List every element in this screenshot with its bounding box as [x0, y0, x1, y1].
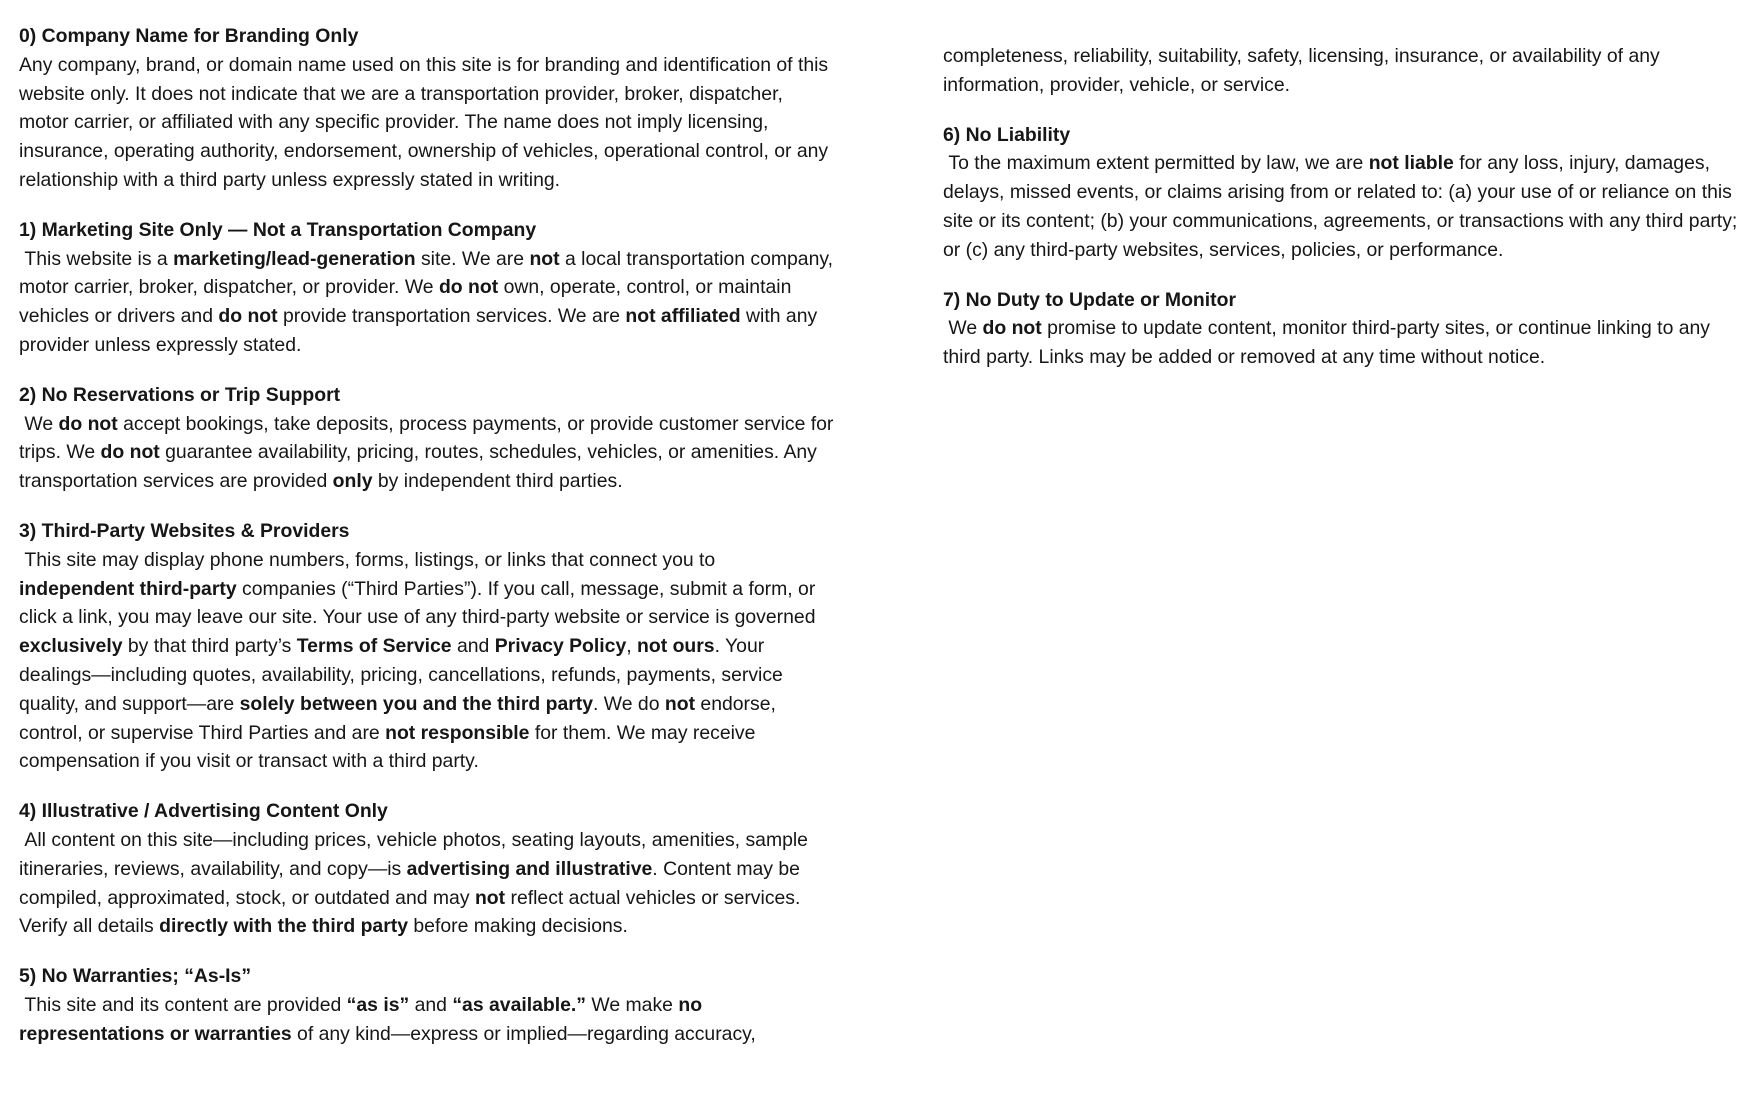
- section-heading: 2) No Reservations or Trip Support: [19, 383, 341, 406]
- section-heading: 7) No Duty to Update or Monitor: [943, 288, 1236, 311]
- section-illustrative-content: [19, 797, 835, 941]
- section-body: To the maximum extent permitted by law, we are not liable for any loss, injury, damages, delays, missed events, or claims arising from or related to: (a) your use of or reliance on this site or its content; (b) your communications, agreements, or transactions with any third party; or (c) any third-party websites, services, policies, or performance.: [943, 152, 1743, 261]
- section-body: All content on this site—including prices, vehicle photos, seating layouts, amenities, sample itineraries, reviews, availability, and copy—is advertising and illustrative. Content may be compiled, approximated, stock, or outdated and may not reflect actual vehicles or services. Verify all details directly with the third party before making decisions.: [19, 828, 814, 938]
- section-third-party-websites: [19, 517, 835, 776]
- section-body: This site and its content are provided “as is” and “as available.” We make no representations or warranties of any kind—express or implied—regarding accuracy,: [19, 993, 756, 1045]
- left-column: [19, 22, 839, 1070]
- section-heading: 3) Third-Party Websites & Providers: [19, 519, 350, 542]
- section-heading: 4) Illustrative / Advertising Content Only: [19, 800, 388, 823]
- section-heading: 1) Marketing Site Only — Not a Transportation Company: [19, 218, 537, 241]
- section-body: We do not accept bookings, take deposits, process payments, or provide customer service for trips. We do not guarantee availability, pricing, routes, schedules, vehicles, or amenities. Any transportation services are provided only by independent third parties.: [19, 412, 839, 493]
- section-body: This site may display phone numbers, forms, listings, or links that connect you to independent third-party companies (“Third Parties”). If you call, message, submit a form, or click a link, you may leave our site. Your use of any third-party website or service is governed exclusively by that third party’s Terms of Service and Privacy Policy, not ours. Your dealings—including quotes, availability, pricing, cancellations, refunds, payments, service quality, and support—are solely between you and the third party. We do not endorse, control, or supervise Third Parties and are not responsible for them. We may receive compensation if you visit or transact with a third party.: [19, 548, 821, 773]
- section-no-warranties: [19, 962, 835, 1048]
- section-company-name-branding: [19, 22, 835, 195]
- section-marketing-site-only: [19, 216, 839, 360]
- section-no-duty-to-update: [943, 286, 1743, 372]
- section-body: Any company, brand, or domain name used on this site is for branding and identification of this website only. It does not indicate that we are a transportation provider, broker, dispatcher, motor carrier, or affiliated with any specific provider. The name does not imply licensing, insurance, operating authority, endorsement, ownership of vehicles, operational control, or any relationship with a third party unless expressly stated in writing.: [19, 53, 834, 191]
- section-no-liability: [943, 121, 1743, 265]
- right-column: [943, 22, 1743, 393]
- section-no-warranties-continuation: completeness, reliability, suitability, safety, licensing, insurance, or availability of any information, provider, vehicle, or service.: [943, 45, 1666, 96]
- section-no-reservations: [19, 381, 839, 496]
- section-heading: 6) No Liability: [943, 123, 1071, 146]
- section-body: We do not promise to update content, monitor third-party sites, or continue linking to any third party. Links may be added or removed at any time without notice.: [943, 317, 1716, 369]
- section-heading: 0) Company Name for Branding Only: [19, 25, 359, 47]
- section-heading: 5) No Warranties; “As-Is”: [19, 965, 252, 988]
- section-body: This website is a marketing/lead-generation site. We are not a local transportation company, motor carrier, broker, dispatcher, or provider. We do not own, operate, control, or maintain vehicles or drivers and do not provide transportation services. We are not affiliated with any provider unless expressly stated.: [19, 247, 839, 356]
